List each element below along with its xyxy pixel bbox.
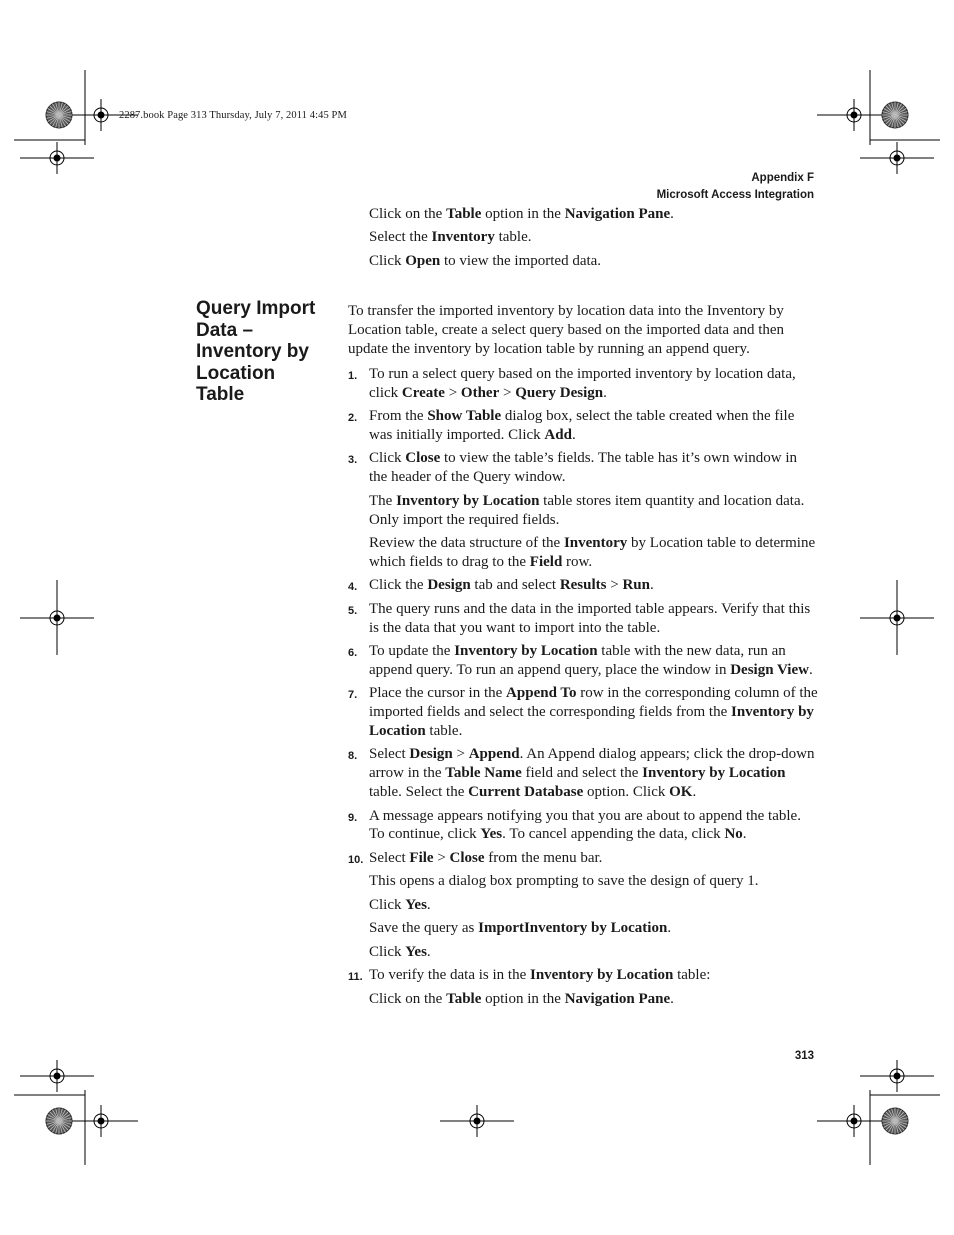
list-item — [348, 576, 818, 595]
text-run: table stores item quantity and location data. Only import the required fields. — [369, 492, 805, 528]
paragraph — [369, 252, 819, 271]
heading-line: Table — [196, 384, 245, 406]
text-run: A message appears notifying you that you are about to append the table. To continue, click — [369, 807, 801, 843]
bold-term: Other — [460, 384, 500, 401]
bold-term: Inventory by Location — [642, 765, 786, 782]
bold-term: Append To — [506, 685, 577, 702]
list-item — [348, 449, 818, 487]
bold-term: Run — [622, 577, 650, 594]
bold-term: Results — [559, 577, 607, 594]
step-note — [348, 990, 818, 1009]
bold-term: Field — [529, 553, 563, 570]
text-run: to view the imported data. — [440, 252, 602, 269]
text-run: Click — [369, 896, 406, 913]
text-run: To run a select query based on the imported inventory by location data, click — [369, 365, 796, 401]
text-run: . — [571, 426, 576, 443]
text-run: Click the — [369, 577, 428, 594]
step-number: 10. — [348, 853, 364, 866]
step-note — [348, 919, 818, 938]
text-run: by Location table to determine which fields to drag to the — [369, 535, 816, 570]
text-run: row in the corresponding column of the imported fields and select the corresponding fields from the — [369, 685, 818, 721]
step-number: 6. — [348, 647, 358, 660]
bold-term: Show Table — [427, 408, 502, 425]
bold-term: Yes — [480, 826, 503, 843]
text-run: . — [808, 661, 813, 678]
list-item — [348, 807, 818, 845]
bold-term: Close — [449, 849, 485, 866]
text-run: tab and select — [470, 577, 560, 594]
bold-term: Design View — [730, 661, 809, 678]
list-item — [348, 365, 818, 403]
step-note — [348, 872, 818, 891]
text-run: The query runs and the data in the imported table appears. Verify that this is the data that you want to import into the table. — [369, 600, 811, 636]
header-appendix: Appendix F — [751, 172, 814, 184]
step-number: 4. — [348, 581, 358, 594]
bold-term: Open — [405, 252, 441, 269]
text-run: option in the — [481, 206, 565, 222]
bold-term: Table Name — [445, 765, 522, 782]
text-run: from the menu bar. — [484, 849, 603, 866]
bold-term: Inventory by Location — [396, 492, 540, 509]
text-run: table: — [673, 967, 711, 984]
procedure-list — [348, 365, 818, 1009]
text-run: Place the cursor in the — [369, 685, 507, 702]
bold-term: Inventory — [431, 229, 495, 246]
bold-term: Design — [427, 577, 471, 594]
list-item — [348, 684, 818, 740]
step-number: 9. — [348, 811, 358, 824]
heading-line: Query Import — [196, 298, 316, 319]
page-number: 313 — [794, 1050, 814, 1062]
text-run: row. — [562, 553, 593, 570]
text-run: . — [426, 943, 431, 960]
step-number: 1. — [348, 369, 358, 382]
text-run: option in the — [481, 990, 565, 1007]
paragraph — [369, 205, 819, 224]
text-run: Click — [369, 943, 406, 960]
text-run: . To cancel appending the data, click — [502, 826, 725, 843]
bold-term: Inventory by Location — [369, 704, 814, 739]
list-item — [348, 849, 818, 868]
text-run: Click — [369, 450, 406, 467]
text-run: . — [603, 384, 607, 401]
text-run: . — [667, 920, 672, 937]
text-run: From the — [369, 408, 428, 425]
bold-term: Inventory by Location — [530, 967, 674, 984]
list-item — [348, 642, 818, 680]
text-run: table. — [425, 722, 463, 739]
text-run: table. — [494, 229, 532, 246]
header-title: Microsoft Access Integration — [656, 189, 814, 201]
step-note — [348, 943, 818, 962]
text-run: table. Select the — [369, 784, 469, 801]
bold-term: Table — [446, 990, 482, 1007]
step-note — [348, 896, 818, 915]
text-run: To update the — [369, 643, 455, 660]
heading-line: Inventory by — [196, 341, 309, 363]
bold-term: Table — [446, 206, 482, 222]
text-run: . — [670, 990, 674, 1007]
page-slug: 2287.book Page 313 Thursday, July 7, 2011 4:45 PM — [119, 110, 347, 121]
bold-term: Design — [409, 746, 453, 763]
text-run: . An Append dialog appears; click the drop-down arrow in the — [369, 746, 815, 782]
text-run: Click on the — [369, 990, 447, 1007]
text-run: > — [433, 849, 450, 866]
paragraph — [369, 228, 819, 247]
continued-steps — [369, 205, 819, 275]
text-run: Save the query as — [369, 920, 479, 937]
text-run: . — [649, 577, 654, 594]
running-header — [657, 170, 814, 204]
step-note — [348, 492, 818, 530]
bold-term: Current Database — [468, 784, 584, 801]
text-run: > — [499, 384, 516, 401]
step-number: 8. — [348, 750, 358, 763]
step-number: 5. — [348, 604, 358, 617]
text-run: The — [369, 492, 397, 509]
text-run: Review the data structure of the — [369, 535, 564, 552]
text-run: Select the — [369, 229, 432, 246]
step-note — [348, 534, 818, 572]
step-number: 11. — [348, 971, 363, 984]
section-body — [348, 302, 818, 1013]
list-item — [348, 600, 818, 638]
intro-paragraph — [348, 302, 818, 358]
list-item — [348, 745, 818, 801]
text-run: > — [444, 384, 461, 401]
text-run: Click on the — [369, 206, 447, 222]
text-run: This opens a dialog box prompting to save the design of query 1. — [369, 873, 759, 890]
text-run: to view the table’s fields. The table has it’s own window in the header of the Query window. — [369, 450, 797, 486]
bold-term: Add — [544, 426, 572, 443]
text-run: > — [452, 746, 469, 763]
bold-term: No — [724, 826, 743, 843]
text-run: option. Click — [583, 784, 670, 801]
bold-term: Yes — [405, 896, 427, 913]
bold-term: Create — [401, 384, 445, 401]
bold-term: Close — [405, 450, 441, 467]
bold-term: OK — [669, 784, 693, 801]
bold-term: Inventory — [563, 535, 628, 552]
text-run: To verify the data is in the — [369, 967, 530, 984]
text-run: . — [426, 896, 431, 913]
bold-term: Inventory by Location — [454, 643, 598, 660]
bold-term: Query Design — [515, 384, 604, 401]
bold-term: ImportInventory by Location — [478, 920, 668, 937]
heading-line: Location — [196, 362, 276, 384]
bold-term: Yes — [405, 943, 427, 960]
text-run: . — [670, 206, 674, 222]
step-number: 7. — [348, 689, 358, 702]
section-heading — [196, 298, 331, 406]
step-number: 3. — [348, 454, 358, 467]
text-run: table with the new data, run an append query. To run an append query, place the window in — [369, 643, 786, 678]
text-run: Select — [369, 849, 410, 866]
text-run: Select — [369, 746, 410, 763]
text-run: Click — [369, 252, 406, 269]
bold-term: Append — [468, 746, 520, 763]
text-run: . — [692, 784, 697, 801]
list-item — [348, 407, 818, 445]
bold-term: File — [409, 849, 434, 866]
text-run: To transfer the imported inventory by location data into the Inventory by Location table, create a select query based on the imported data and then update the inventory by location table by running an append query. — [348, 303, 785, 357]
list-item — [348, 966, 818, 985]
text-run: . — [742, 826, 747, 843]
text-run: > — [606, 577, 623, 594]
bold-term: Navigation Pane — [564, 206, 671, 222]
text-run: dialog box, select the table created when the file was initially imported. Click — [369, 408, 795, 443]
step-number: 2. — [348, 412, 358, 425]
heading-line: Data – — [196, 319, 254, 341]
text-run: field and select the — [521, 765, 643, 782]
bold-term: Navigation Pane — [564, 990, 671, 1007]
